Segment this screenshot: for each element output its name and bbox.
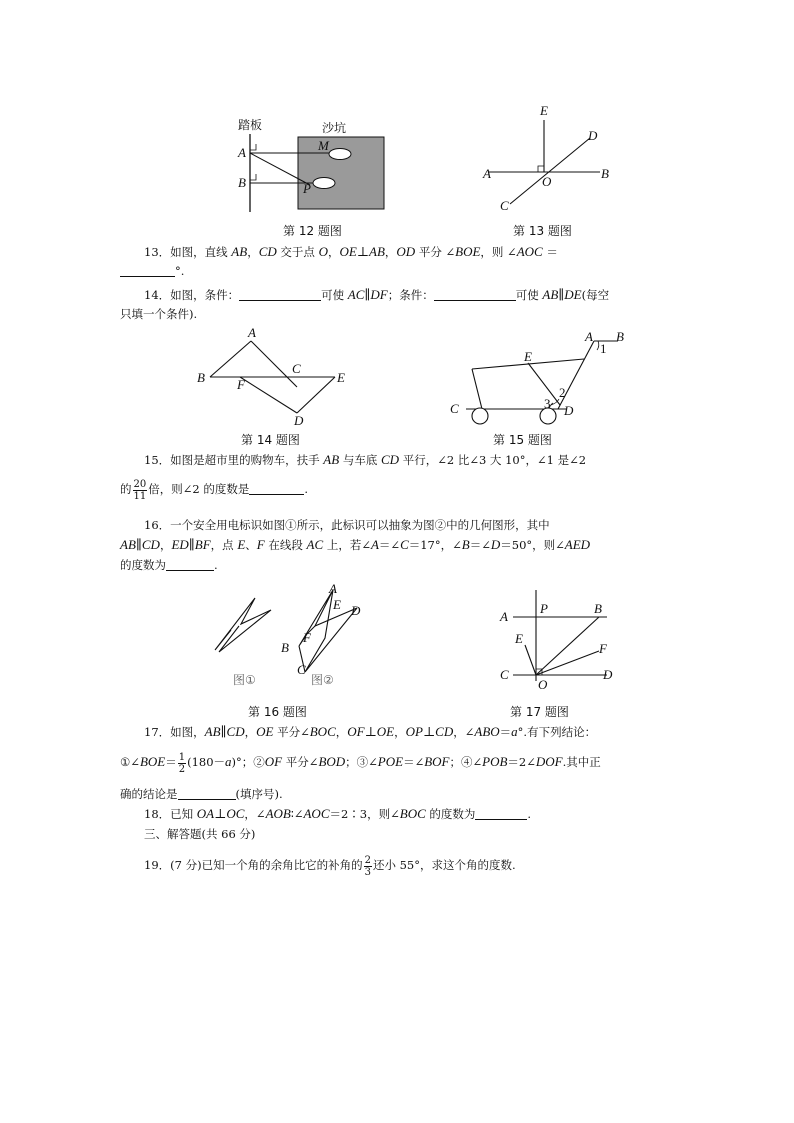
sub-label-2: 图② xyxy=(311,673,334,687)
point-o: O xyxy=(538,677,548,692)
figure-14 xyxy=(193,325,363,430)
point-d: D xyxy=(603,667,613,682)
point-f: F xyxy=(237,377,245,392)
answer-blank-16[interactable] xyxy=(166,558,214,571)
answer-blank-17[interactable] xyxy=(178,787,236,800)
point-d: D xyxy=(564,403,574,418)
answer-blank-14a[interactable] xyxy=(239,288,321,301)
point-a: A xyxy=(248,325,256,340)
point-d: D xyxy=(294,413,304,428)
question-15-line2: 的 $\frac{20}{11}$ 倍，则∠2 的度数是 . xyxy=(120,478,308,502)
line-cd xyxy=(510,138,590,204)
angle-mark-1 xyxy=(597,341,599,350)
figure-13 xyxy=(478,100,618,215)
question-15: 15．如图是超市里的购物车，扶手 AB 与车底 CD 平行，∠2 比∠3 大 10°，∠1 是∠2 xyxy=(144,452,587,467)
segment-fd xyxy=(240,377,297,413)
answer-blank-13[interactable] xyxy=(120,264,175,277)
ray-oe xyxy=(525,645,536,675)
figure-15 xyxy=(448,325,633,430)
point-f: F xyxy=(303,630,311,645)
question-14: 14．如图，条件： 可使 AC∥DF；条件： 可使 AB∥DE(每空 xyxy=(144,287,610,302)
figure-12 xyxy=(228,112,398,217)
point-e: E xyxy=(540,103,548,118)
point-b: B xyxy=(594,601,602,616)
point-c: C xyxy=(500,198,509,213)
caption-fig13: 第 13 题图 xyxy=(513,224,572,238)
segment-ba xyxy=(210,341,251,377)
question-13: 13．如图，直线 AB，CD 交于点 O，OE⊥AB，OD 平分 ∠BOE，则 ∠AOC ＝ xyxy=(144,244,558,259)
point-d: D xyxy=(588,128,598,143)
point-o: O xyxy=(542,174,552,189)
angle-label-2: 2 xyxy=(559,385,566,400)
point-c: C xyxy=(450,401,459,416)
fraction-2-3: $\frac{2}{3}$ xyxy=(364,854,371,878)
point-b: B xyxy=(601,166,609,181)
point-e: E xyxy=(524,349,532,364)
point-c: C xyxy=(500,667,509,682)
point-e: E xyxy=(333,597,341,612)
fraction-1-2: $\frac{1}{2}$ xyxy=(178,751,186,775)
answer-blank-18[interactable] xyxy=(475,807,527,820)
segment-ed xyxy=(297,377,335,413)
point-c: C xyxy=(297,662,306,677)
point-e: E xyxy=(515,631,523,646)
caption-fig14: 第 14 题图 xyxy=(241,433,300,447)
answer-blank-15[interactable] xyxy=(249,482,304,495)
point-a: A xyxy=(238,145,246,160)
point-a: A xyxy=(500,609,508,624)
point-d: D xyxy=(351,603,361,618)
caption-fig15: 第 15 题图 xyxy=(493,433,552,447)
angle-label-1: 1 xyxy=(600,341,607,356)
point-f: F xyxy=(599,641,607,656)
point-b: B xyxy=(281,640,289,655)
question-18: 18．已知 OA⊥OC，∠AOB∶∠AOC＝2∶3，则∠BOC 的度数为 . xyxy=(144,806,532,821)
angle-label-3: 3 xyxy=(544,396,551,411)
right-angle-mark-b xyxy=(250,174,256,180)
right-angle-mark-a xyxy=(250,144,256,150)
question-16-line2: AB∥CD，ED∥BF，点 E、F 在线段 AC 上，若∠A＝∠C＝17°，∠B＝∠D＝50°，则∠AED xyxy=(120,537,591,552)
caption-fig17: 第 17 题图 xyxy=(510,705,569,719)
figure-17 xyxy=(495,585,625,693)
section-3-heading: 三、解答题(共 66 分) xyxy=(144,827,256,841)
question-13-answer-line: °. xyxy=(120,262,676,280)
question-17-line3: 确的结论是 (填序号). xyxy=(120,787,283,801)
point-e: E xyxy=(337,370,345,385)
point-c: C xyxy=(292,361,301,376)
point-p: P xyxy=(303,181,311,196)
point-a: A xyxy=(483,166,491,181)
point-a: A xyxy=(329,581,337,596)
cart-back xyxy=(472,369,482,409)
fraction-20-11: $\frac{20}{11}$ xyxy=(133,478,147,502)
segment-ac xyxy=(251,341,297,387)
point-m: M xyxy=(318,138,329,153)
caption-fig12: 第 12 题图 xyxy=(283,224,342,238)
question-19: 19．(7 分)已知一个角的余角比它的补角的 $\frac{2}{3}$ 还小 55°，求这个角的度数. xyxy=(144,854,516,878)
sand-pit xyxy=(298,137,384,209)
question-14-line2: 只填一个条件). xyxy=(120,307,198,321)
ray-of xyxy=(536,651,599,675)
question-17-line2: ①∠BOE＝ $\frac{1}{2}$ (180－a)°；②OF 平分∠BOD；③∠POE＝∠BOF；④∠POB＝2∠DOF.其中正 xyxy=(120,751,601,775)
question-17: 17．如图，AB∥CD，OE 平分∠BOC，OF⊥OE，OP⊥CD，∠ABO＝a°.有下列结论： xyxy=(144,724,597,739)
point-a: A xyxy=(585,329,593,344)
point-b: B xyxy=(616,329,624,344)
footprint-m xyxy=(329,149,351,160)
figure-16 xyxy=(205,580,375,692)
right-angle-mark xyxy=(538,166,544,172)
point-b: B xyxy=(238,175,246,190)
label-board: 踏板 xyxy=(238,118,263,132)
question-16-line3: 的度数为 . xyxy=(120,558,218,572)
point-b: B xyxy=(197,370,205,385)
footprint-p xyxy=(313,178,335,189)
point-p: P xyxy=(540,601,548,616)
answer-blank-14b[interactable] xyxy=(434,288,516,301)
label-pit: 沙坑 xyxy=(322,121,347,135)
sub-label-1: 图① xyxy=(233,673,256,687)
ray-ob xyxy=(536,617,599,675)
question-16: 16．一个安全用电标识如图①所示，此标识可以抽象为图②中的几何图形，其中 xyxy=(144,518,550,532)
wheel-left xyxy=(472,408,488,424)
caption-fig16: 第 16 题图 xyxy=(248,705,307,719)
figure-16-sub1 xyxy=(205,580,271,652)
